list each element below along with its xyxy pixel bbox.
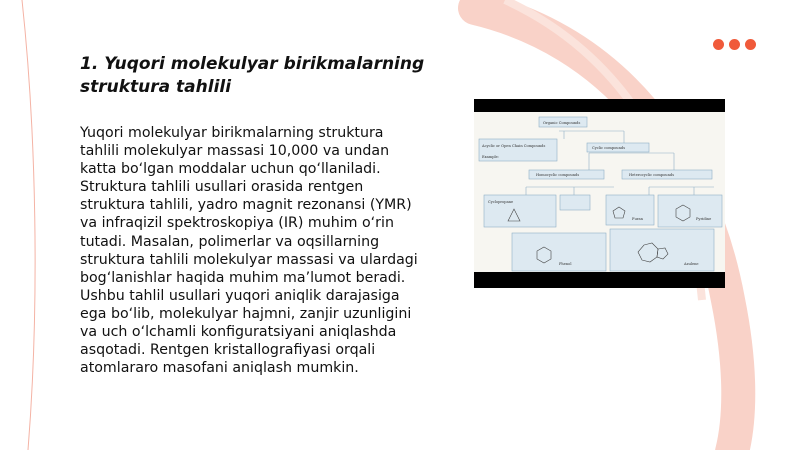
diagram-label-acyclic: Acyclic or Open Chain Compounds xyxy=(482,144,546,148)
diagram-graphic xyxy=(474,99,725,288)
diagram-label-azulene: Azulene xyxy=(684,262,699,266)
decorative-line-left xyxy=(22,0,35,450)
diagram-label-cyclic: Cyclic compounds xyxy=(592,146,626,150)
dot xyxy=(713,39,724,50)
dots-icon xyxy=(713,39,756,50)
diagram-label-furan: Furan xyxy=(632,217,643,221)
diagram-label-phenol: Phenol xyxy=(559,262,572,266)
dot xyxy=(729,39,740,50)
diagram-label-homocyclic: Homocyclic compounds xyxy=(536,173,580,177)
classification-diagram-image xyxy=(474,99,725,288)
diagram-label-example: Example: xyxy=(482,155,499,159)
dot xyxy=(745,39,756,50)
diagram-label-cyclopropane: Cyclopropane xyxy=(488,200,514,204)
slide-body-text: Yuqori molekulyar birikmalarning struktura tahlili molekulyar massasi 10,000 va undan katta bo‘lgan moddalar uchun qo‘llaniladi. Struktura tahlili usullari orasida rentgen struktura tahlili, yadro magnit rezonansi (YMR) va infraqizil spektroskopiya (IR) muhim o‘rin tutadi. Masalan, polimerlar va oqsillarning struktura tahlili molekulyar massasi va ulardagi bog‘lanishlar haqida muhim ma’lumot beradi. Ushbu tahlil usullari yuqori aniqlik darajasiga ega bo‘lib, molekulyar hajmni, zanjir uzunligini va uch o‘lchamli konfiguratsiyani aniqlashda asqotadi. Rentgen kristallografiyasi orqali atomlararo masofani aniqlash mumkin. xyxy=(80,125,418,377)
diagram-label-heterocyclic: Heterocyclic compounds xyxy=(629,173,675,177)
diagram-label-root: Organic Compounds xyxy=(543,121,581,125)
slide-title: 1. Yuqori molekulyar birikmalarning struktura tahlili xyxy=(80,54,425,97)
diagram-label-pyridine: Pyridine xyxy=(696,217,712,221)
